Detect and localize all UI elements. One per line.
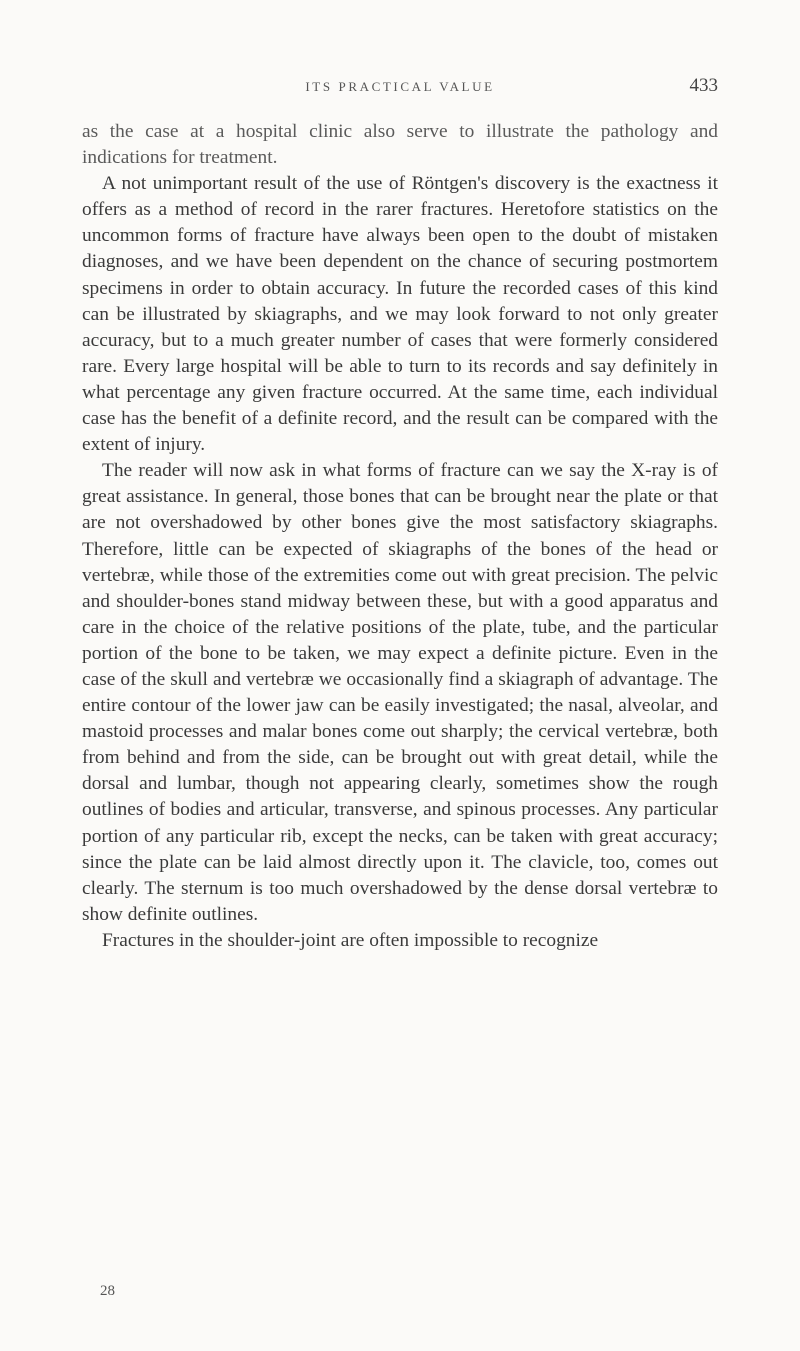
- page-number: 433: [689, 75, 718, 96]
- paragraph-record: A not unimportant result of the use of Röntgen's discovery is the exactness it offers as a method of record in the rarer fractures. Heretofore statistics on the uncommon forms of fracture have always been open to the doubt of mistaken diagnoses, and we have been dependent on the chance of securing postmortem specimens in order to obtain accuracy. In future the recorded cases of this kind can be illustrated by skiagraphs, and we may look forward to not only greater accuracy, but to a much greater number of cases that were formerly considered rare. Every large hospital will be able to turn to its records and say definitely in what percentage any given fracture occurred. At the same time, each individual case has the benefit of a definite record, and the result can be compared with the extent of injury.: [82, 173, 718, 456]
- paragraph-continuation: as the case at a hospital clinic also serve to illustrate the pathology and indications for treatment.: [82, 121, 718, 169]
- running-title: ITS PRACTICAL VALUE: [305, 79, 495, 94]
- body-text: [82, 119, 718, 954]
- paragraph-fracture-forms: The reader will now ask in what forms of fracture can we say the X-ray is of great assistance. In general, those bones that can be brought near the plate or that are not overshadowed by other bones give the most satisfactory skiagraphs. Therefore, little can be expected of skiagraphs of the bones of the head or vertebræ, while those of the extremities come out with great precision. The pelvic and shoulder-bones stand midway between these, but with a good apparatus and care in the choice of the relative positions of the plate, tube, and the particular portion of the bone to be taken, we may expect a definite picture. Even in the case of the skull and vertebræ we occasionally find a skiagraph of advantage. The entire contour of the lower jaw can be easily investigated; the nasal, alveolar, and mastoid processes and malar bones come out sharply; the cervical vertebræ, both from behind and from the side, can be brought out with great detail, while the dorsal and lumbar, though not appearing clearly, sometimes show the rough outlines of bodies and articular, transverse, and spinous processes. Any particular portion of any particular rib, except the necks, can be taken with great accuracy; since the plate can be laid almost directly upon it. The clavicle, too, comes out clearly. The sternum is too much overshadowed by the dense dorsal vertebræ to show definite outlines.: [82, 460, 718, 925]
- paragraph-shoulder: Fractures in the shoulder-joint are often impossible to recognize: [102, 929, 599, 951]
- running-head: [82, 75, 718, 99]
- signature-mark: 28: [100, 1283, 115, 1299]
